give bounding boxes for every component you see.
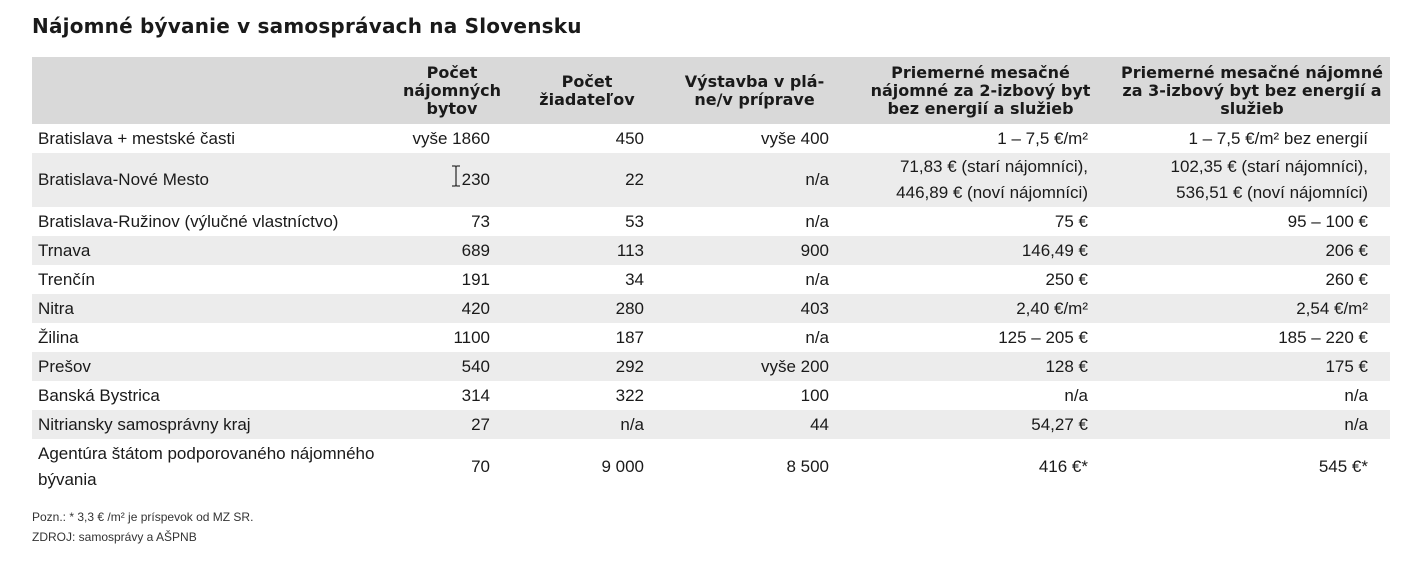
applicants-cell: 53	[625, 211, 644, 231]
table-row	[32, 207, 1390, 236]
rent-3-room-cell: 206 €	[1114, 236, 1390, 265]
rent-2-room-cell: 416 €*	[1038, 457, 1088, 476]
rent-3-room-cell: 102,35 € (starí nájomníci), 536,51 € (noví nájomníci)	[1114, 153, 1390, 207]
rent-2-room-cell: 71,83 € (starí nájomníci), 446,89 € (noví nájomníci)	[847, 153, 1114, 207]
page-title: Nájomné bývanie v samosprávach na Slovensku	[32, 14, 582, 38]
municipality-cell: Nitra	[32, 294, 392, 323]
rent-2-room-cell: 125 – 205 €	[998, 327, 1088, 347]
construction-cell: n/a	[805, 269, 829, 289]
flats-cell: 27	[392, 410, 512, 439]
applicants-cell: 322	[615, 385, 644, 405]
flats-cell: 689	[392, 236, 512, 265]
construction-cell: vyše 400	[760, 128, 829, 148]
flats-cell: 191	[461, 269, 490, 289]
footnote: Pozn.: * 3,3 € /m² je príspevok od MZ SR.	[32, 510, 254, 524]
municipality-cell: Trnava	[32, 236, 392, 265]
rent-2-room-cell: n/a	[1064, 385, 1088, 405]
construction-cell: 100	[800, 385, 829, 405]
applicants-cell: 34	[625, 269, 644, 289]
table-row	[32, 265, 1390, 294]
municipality-cell: Banská Bystrica	[38, 385, 160, 405]
rent-3-room-cell: 95 – 100 €	[1287, 211, 1368, 231]
rent-3-room-cell: 175 €	[1114, 352, 1390, 381]
header-rent-3-room: Priemerné mesačné nájomné za 3-izbový byt bez energií a služieb	[1114, 57, 1390, 124]
table-row	[32, 439, 1390, 495]
municipality-cell: Bratislava + mestské časti	[38, 128, 235, 148]
rent-3-room-cell: n/a	[1344, 385, 1368, 405]
municipality-cell: Bratislava-Nové Mesto	[32, 153, 392, 207]
rent-2-room-cell: 250 €	[1045, 269, 1088, 289]
rental-housing-table	[32, 57, 1390, 495]
applicants-cell: 450	[615, 128, 644, 148]
source-note: ZDROJ: samosprávy a AŠPNB	[32, 530, 197, 544]
municipality-cell: Trenčín	[38, 269, 96, 289]
construction-cell: 403	[662, 294, 847, 323]
rent-3-room-cell: 545 €*	[1318, 457, 1368, 476]
rent-2-room-cell: 1 – 7,5 €/m²	[997, 128, 1088, 148]
table-row	[32, 410, 1390, 439]
rent-3-room-cell: 185 – 220 €	[1278, 327, 1368, 347]
flats-cell: 70	[471, 457, 490, 476]
construction-cell: vyše 200	[662, 352, 847, 381]
table-row	[32, 124, 1390, 153]
flats-cell: 314	[461, 385, 490, 405]
flats-cell: vyše 1860	[412, 128, 490, 148]
flats-cell: 420	[392, 294, 512, 323]
table-row	[32, 153, 1390, 207]
construction-cell: 44	[662, 410, 847, 439]
header-construction-planned: Výstavba v plá-ne/v príprave	[662, 57, 847, 124]
construction-cell: n/a	[805, 211, 829, 231]
applicants-cell: 9 000	[601, 457, 644, 476]
rent-3-room-cell: 260 €	[1325, 269, 1368, 289]
construction-cell: n/a	[805, 327, 829, 347]
flats-cell: 540	[392, 352, 512, 381]
rent-3-room-cell: 1 – 7,5 €/m² bez energií	[1188, 128, 1368, 148]
header-municipality	[32, 57, 392, 124]
construction-cell: n/a	[662, 153, 847, 207]
municipality-cell: Bratislava-Ružinov (výlučné vlastníctvo)	[38, 211, 339, 231]
table-row	[32, 294, 1390, 323]
table-row	[32, 352, 1390, 381]
flats-cell: 1100	[453, 327, 490, 347]
applicants-cell: 22	[512, 153, 662, 207]
construction-cell: 8 500	[786, 457, 829, 476]
applicants-cell: n/a	[512, 410, 662, 439]
rent-2-room-cell: 146,49 €	[847, 236, 1114, 265]
header-rent-2-room: Priemerné mesačné nájomné za 2-izbový byt bez energií a služieb	[847, 57, 1114, 124]
municipality-cell: Nitriansky samosprávny kraj	[32, 410, 392, 439]
rent-2-room-cell: 128 €	[847, 352, 1114, 381]
municipality-cell: Žilina	[38, 327, 79, 347]
rent-3-room-cell: 2,54 €/m²	[1114, 294, 1390, 323]
header-applicants-count: Počet žiadateľov	[512, 57, 662, 124]
applicants-cell: 187	[615, 327, 644, 347]
rent-3-room-cell: n/a	[1114, 410, 1390, 439]
header-flats-count: Počet nájomných bytov	[392, 57, 512, 124]
flats-cell: 73	[471, 211, 490, 231]
construction-cell: 900	[662, 236, 847, 265]
applicants-cell: 280	[512, 294, 662, 323]
text-cursor-icon	[450, 165, 462, 187]
applicants-cell: 113	[512, 236, 662, 265]
applicants-cell: 292	[512, 352, 662, 381]
municipality-cell: Prešov	[32, 352, 392, 381]
flats-cell: 230	[392, 153, 512, 207]
rent-2-room-cell: 2,40 €/m²	[847, 294, 1114, 323]
table-row	[32, 323, 1390, 352]
table-row	[32, 381, 1390, 410]
table-row	[32, 236, 1390, 265]
table-header-row	[32, 57, 1390, 124]
rent-2-room-cell: 75 €	[1054, 211, 1088, 231]
municipality-cell: Agentúra štátom podporovaného nájomného bývania	[38, 444, 375, 489]
rent-2-room-cell: 54,27 €	[847, 410, 1114, 439]
